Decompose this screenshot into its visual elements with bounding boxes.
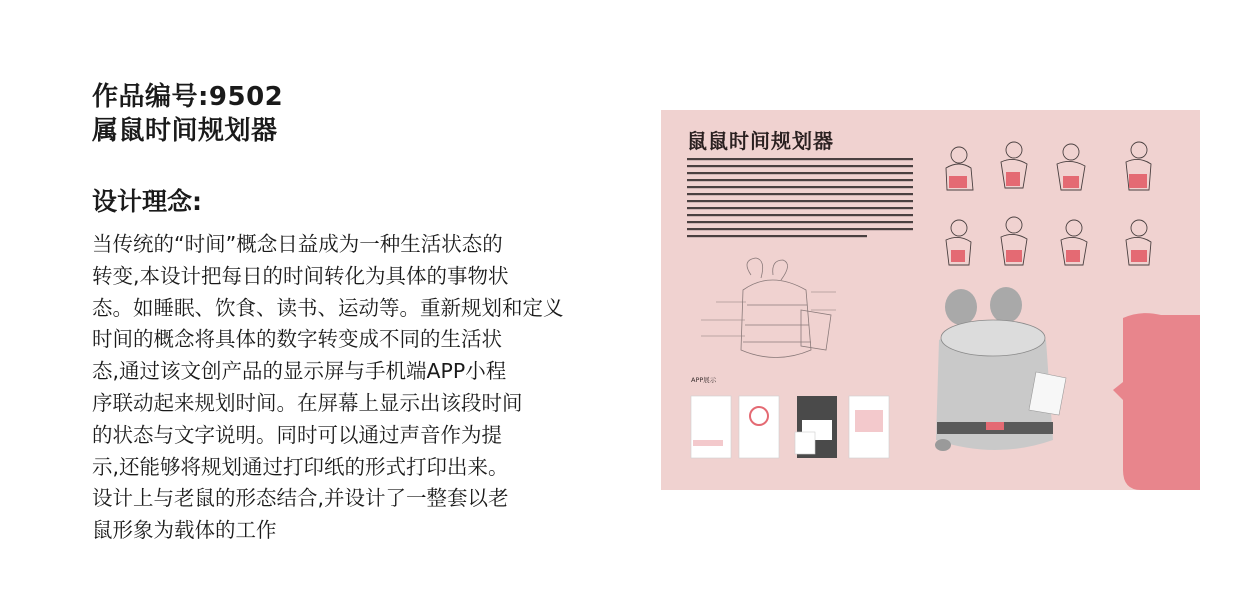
product-poster-image	[661, 110, 1200, 490]
concept-line: 设计上与老鼠的形态结合,并设计了一整套以老	[92, 486, 509, 511]
app-screens	[691, 396, 889, 458]
description-text-block	[687, 158, 913, 237]
sketch-callouts	[701, 292, 836, 336]
device-render	[935, 287, 1066, 451]
device-sketch	[741, 258, 831, 358]
concept-line: 示,还能够将规划通过打印纸的形式打印出来。	[92, 454, 509, 479]
concept-line: 态。如睡眠、饮食、读书、运动等。重新规划和定义	[92, 295, 564, 320]
scene-illustrations	[946, 142, 1151, 265]
speech-bubble	[1113, 313, 1200, 490]
concept-line: 的状态与文字说明。同时可以通过声音作为提	[92, 422, 502, 447]
concept-line: 转变,本设计把每日的时间转化为具体的事物状	[92, 263, 509, 288]
work-number: 作品编号:9502	[92, 82, 284, 112]
concept-line: 当传统的“时间”概念日益成为一种生活状态的	[92, 232, 503, 256]
poster-illustration	[661, 110, 1200, 490]
concept-body	[92, 229, 582, 547]
poster-title: 鼠鼠时间规划器	[687, 129, 834, 153]
concept-line: 态,通过该文创产品的显示屏与手机端APP小程	[92, 359, 507, 384]
concept-heading: 设计理念:	[92, 187, 202, 216]
app-showcase-label: APP展示	[691, 376, 717, 384]
concept-line: 鼠形象为载体的工作	[92, 518, 277, 543]
work-title: 属鼠时间规划器	[92, 116, 278, 146]
concept-line: 序联动起来规划时间。在屏幕上显示出该段时间	[92, 390, 523, 415]
concept-line: 时间的概念将具体的数字转变成不同的生活状	[92, 327, 502, 352]
scene-accents	[949, 172, 1147, 262]
